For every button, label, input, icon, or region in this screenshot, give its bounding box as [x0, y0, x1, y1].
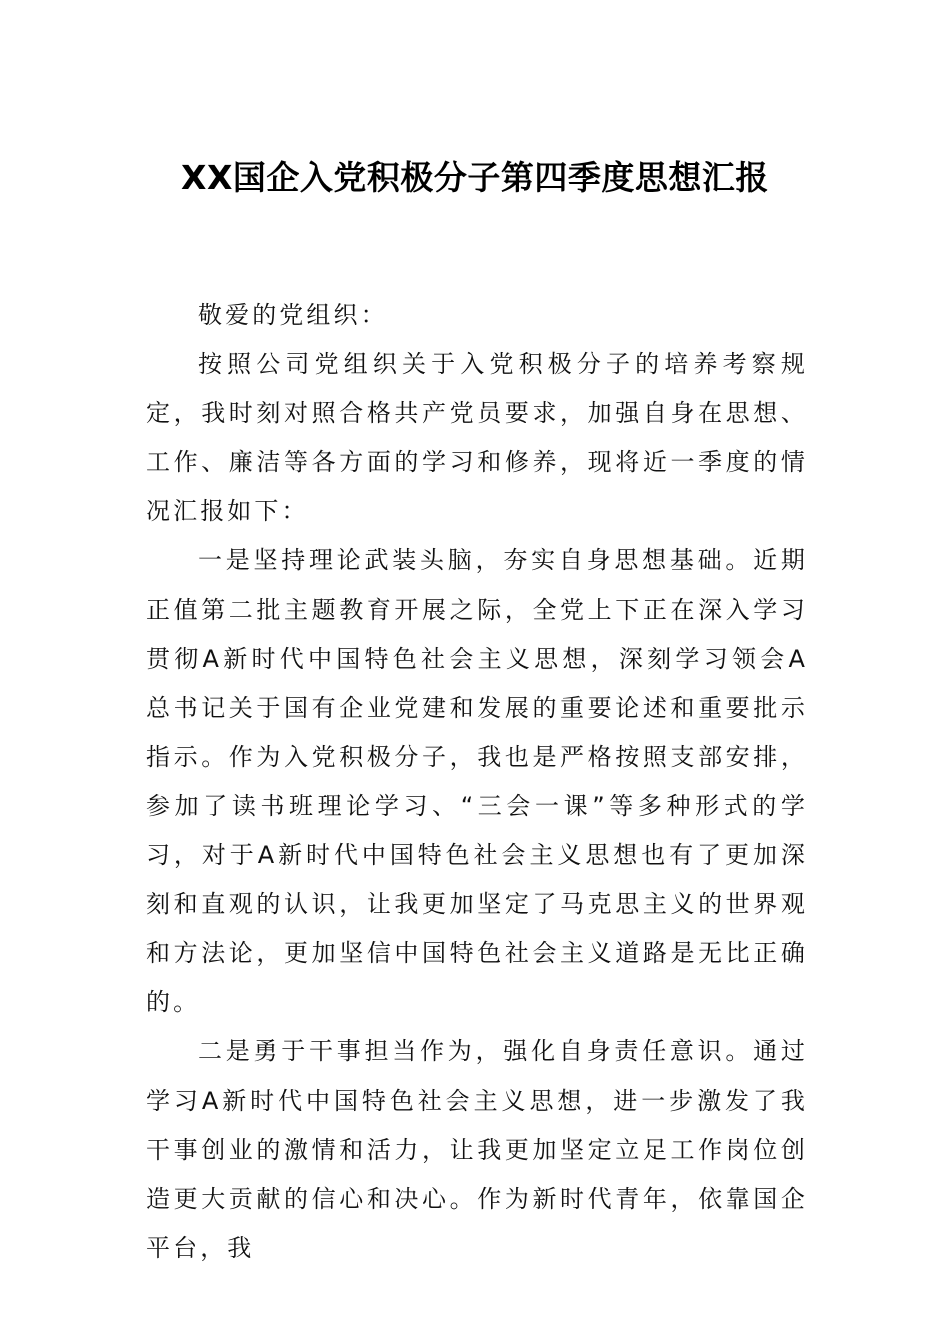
paragraph-point-two: 二是勇于干事担当作为，强化自身责任意识。通过学习A新时代中国特色社会主义思想，进一步激发了我干事创业的激情和活力，让我更加坚定立足工作岗位创造更大贡献的信心和决心。作为新时代青年，依靠国企平台，我	[146, 1037, 808, 1262]
document-title: XX国企入党积极分子第四季度思想汇报	[181, 158, 769, 197]
paragraph-point-one: 一是坚持理论武装头脑，夯实自身思想基础。近期正值第二批主题教育开展之际，全党上下正在深入学习贯彻A新时代中国特色社会主义思想，深刻学习领会A总书记关于国有企业党建和发展的重要论述和重要批示指示。作为入党积极分子，我也是严格按照支部安排，参加了读书班理论学习、“三会一课”等多种形式的学习，对于A新时代中国特色社会主义思想也有了更加深刻和直观的认识，让我更加坚定了马克思主义的世界观和方法论，更加坚信中国特色社会主义道路是无比正确的。	[146, 546, 808, 1017]
salutation: 敬爱的党组织：	[198, 301, 388, 329]
document-body	[146, 291, 808, 1273]
paragraph-intro: 按照公司党组织关于入党积极分子的培养考察规定，我时刻对照合格共产党员要求，加强自身在思想、工作、廉洁等各方面的学习和修养，现将近一季度的情况汇报如下：	[146, 350, 808, 526]
